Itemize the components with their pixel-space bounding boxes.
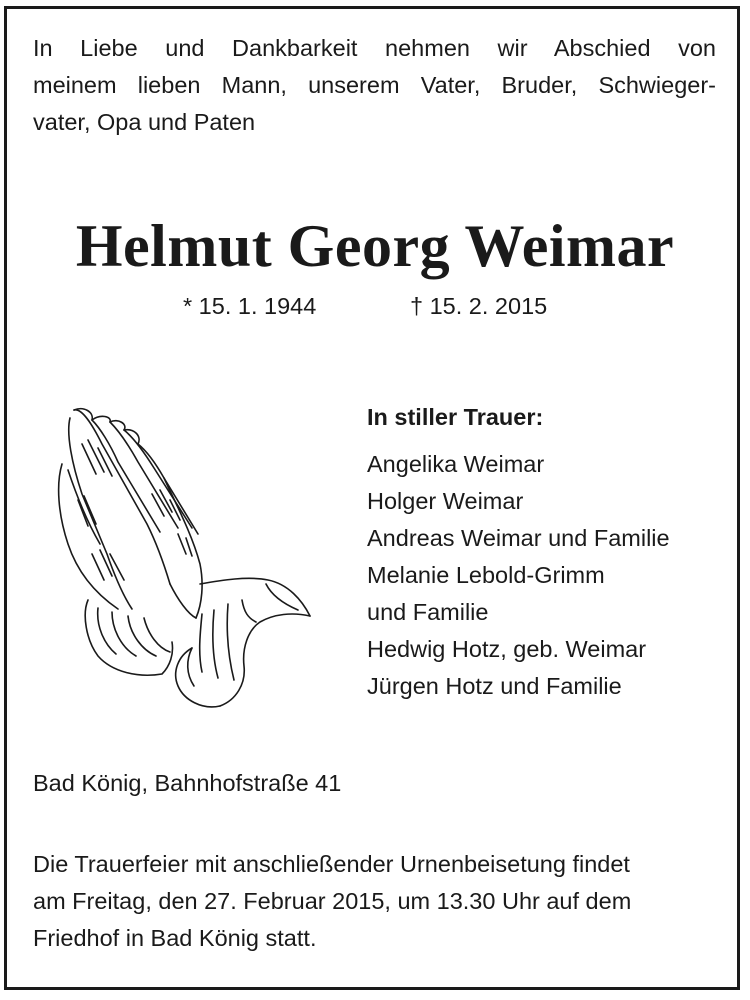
- ceremony-line: Die Trauerfeier mit anschließender Urnenbeisetung findet: [33, 851, 630, 877]
- birth-date: * 15. 1. 1944: [183, 293, 317, 319]
- ceremony-line: Friedhof in Bad König statt.: [33, 925, 317, 951]
- mourner-name: Angelika Weimar: [367, 451, 545, 477]
- mourner-name: Andreas Weimar und Familie: [367, 525, 670, 551]
- mourner-name: Melanie Lebold-Grimm: [367, 562, 605, 588]
- intro-line: In Liebe und Dankbarkeit nehmen wir Abschied von: [33, 35, 716, 61]
- mourner-name: Holger Weimar: [367, 488, 524, 514]
- mourner-name: Hedwig Hotz, geb. Weimar: [367, 636, 647, 662]
- intro-line: vater, Opa und Paten: [33, 109, 256, 135]
- deceased-name: Helmut Georg Weimar: [75, 213, 675, 279]
- intro-text: [33, 30, 716, 141]
- praying-hands-icon: [52, 404, 314, 714]
- family-address: Bad König, Bahnhofstraße 41: [33, 770, 342, 796]
- ceremony-notice: [33, 846, 723, 957]
- mourner-name: und Familie: [367, 599, 489, 625]
- mourning-heading: In stiller Trauer:: [367, 404, 544, 430]
- mourners-section: [367, 398, 727, 705]
- ceremony-line: am Freitag, den 27. Februar 2015, um 13.30 Uhr auf dem: [33, 888, 632, 914]
- mourner-name: Jürgen Hotz und Familie: [367, 673, 622, 699]
- death-date: † 15. 2. 2015: [410, 293, 548, 319]
- intro-line: meinem lieben Mann, unserem Vater, Bruder, Schwieger-: [33, 72, 716, 98]
